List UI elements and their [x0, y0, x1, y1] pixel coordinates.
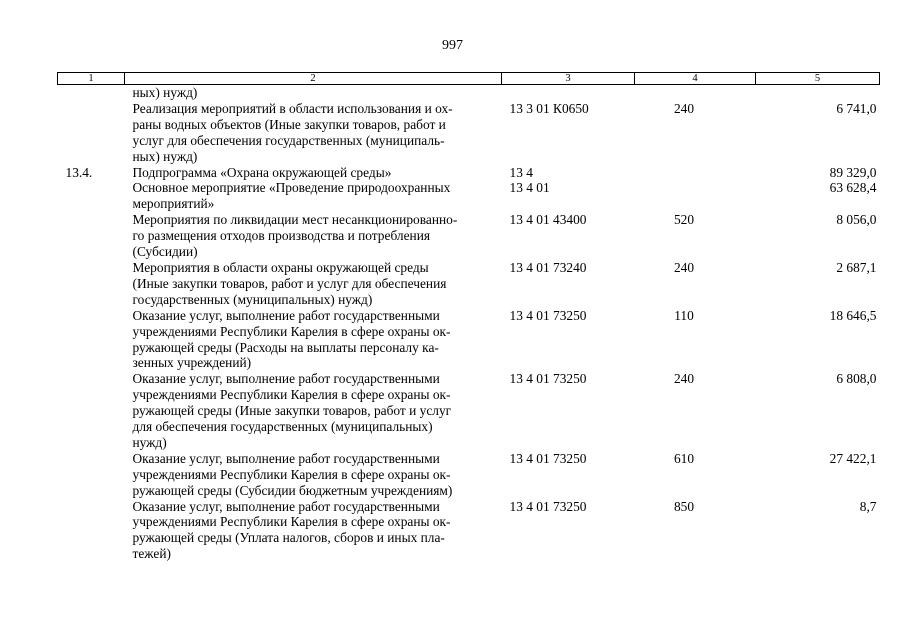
column-header-2: 2 — [125, 73, 502, 85]
row-name: Основное мероприятие «Проведение природоохранных мероприятий» — [132, 180, 451, 212]
table-row — [58, 260, 880, 308]
row-amount: 2 687,1 — [836, 259, 877, 275]
table-body — [58, 85, 880, 563]
row-code: 13 4 01 — [509, 180, 550, 196]
row-number — [58, 180, 125, 212]
row-code: 13 4 01 73250 — [509, 371, 587, 387]
row-amount: 6 808,0 — [836, 371, 877, 387]
column-header-1: 1 — [58, 73, 125, 85]
row-expense-type — [635, 180, 756, 212]
row-name: Оказание услуг, выполнение работ государственными учреждениями Республики Карелия в сфере охраны ок- ружающей среды (Расходы на выплаты персоналу ка- зенных учреждений) — [132, 307, 451, 371]
row-code: 13 3 01 К0650 — [509, 100, 589, 116]
row-expense-type: 240 — [673, 259, 695, 275]
table-row — [58, 499, 880, 563]
row-number — [58, 85, 125, 101]
column-header-5: 5 — [756, 73, 880, 85]
row-number — [58, 212, 125, 260]
row-name: Подпрограмма «Охрана окружающей среды» — [132, 164, 392, 180]
header-row — [58, 73, 880, 85]
row-amount: 27 422,1 — [829, 450, 877, 466]
row-code: 13 4 01 73240 — [509, 259, 587, 275]
row-amount: 18 646,5 — [829, 307, 877, 323]
row-amount: 8,7 — [859, 498, 877, 514]
row-expense-type: 240 — [673, 371, 695, 387]
row-number — [58, 101, 125, 165]
page-number: 997 — [442, 38, 463, 53]
row-number — [58, 451, 125, 499]
row-expense-type: 240 — [673, 100, 695, 116]
row-number — [58, 260, 125, 308]
table-row — [58, 308, 880, 372]
table-row — [58, 85, 880, 101]
column-header-3: 3 — [502, 73, 635, 85]
table-row — [58, 371, 880, 451]
table-row — [58, 180, 880, 212]
table-row — [58, 165, 880, 181]
row-number — [58, 371, 125, 451]
row-amount: 89 329,0 — [829, 164, 877, 180]
row-expense-type: 520 — [673, 212, 695, 228]
row-expense-type — [635, 85, 756, 101]
row-code: 13 4 01 43400 — [509, 212, 587, 228]
row-expense-type: 610 — [673, 450, 695, 466]
row-number: 13.4. — [65, 164, 93, 180]
row-expense-type: 850 — [673, 498, 695, 514]
row-amount: 6 741,0 — [836, 100, 877, 116]
row-code: 13 4 — [509, 164, 533, 180]
row-name: Оказание услуг, выполнение работ государственными учреждениями Республики Карелия в сфере охраны ок- ружающей среды (Уплата налогов, сборов и иных пла- тежей) — [132, 498, 451, 562]
row-amount: 8 056,0 — [836, 212, 877, 228]
row-expense-type: 110 — [674, 307, 694, 323]
row-name: Мероприятия по ликвидации мест несанкционированно- го размещения отходов производства и потребления (Субсидии) — [132, 212, 458, 260]
row-name: Реализация мероприятий в области использования и ох- раны водных объектов (Иные закупки товаров, работ и услуг для обеспечения государственных (муниципаль- ных) нужд) — [132, 100, 453, 164]
row-name: Оказание услуг, выполнение работ государственными учреждениями Республики Карелия в сфере охраны ок- ружающей среды (Субсидии бюджетным учреждениям) — [132, 450, 453, 498]
row-code: 13 4 01 73250 — [509, 498, 587, 514]
table-header — [58, 73, 880, 85]
row-number — [58, 499, 125, 563]
row-code — [502, 85, 635, 101]
row-name: Мероприятия в области охраны окружающей среды (Иные закупки товаров, работ и услуг для обеспечения государственных (муниципальных) нужд) — [132, 259, 447, 307]
row-name: Оказание услуг, выполнение работ государственными учреждениями Республики Карелия в сфере охраны ок- ружающей среды (Иные закупки товаров, работ и услуг для обеспечения государственных (муниципальных) нужд) — [132, 371, 452, 450]
table-row — [58, 451, 880, 499]
row-number — [58, 308, 125, 372]
column-header-4: 4 — [635, 73, 756, 85]
budget-table — [57, 72, 880, 562]
row-amount: 63 628,4 — [829, 180, 877, 196]
row-name: ных) нужд) — [132, 85, 198, 100]
row-code: 13 4 01 73250 — [509, 450, 587, 466]
row-expense-type — [635, 165, 756, 181]
row-amount — [756, 85, 880, 101]
table-row — [58, 101, 880, 165]
table-row — [58, 212, 880, 260]
row-code: 13 4 01 73250 — [509, 307, 587, 323]
